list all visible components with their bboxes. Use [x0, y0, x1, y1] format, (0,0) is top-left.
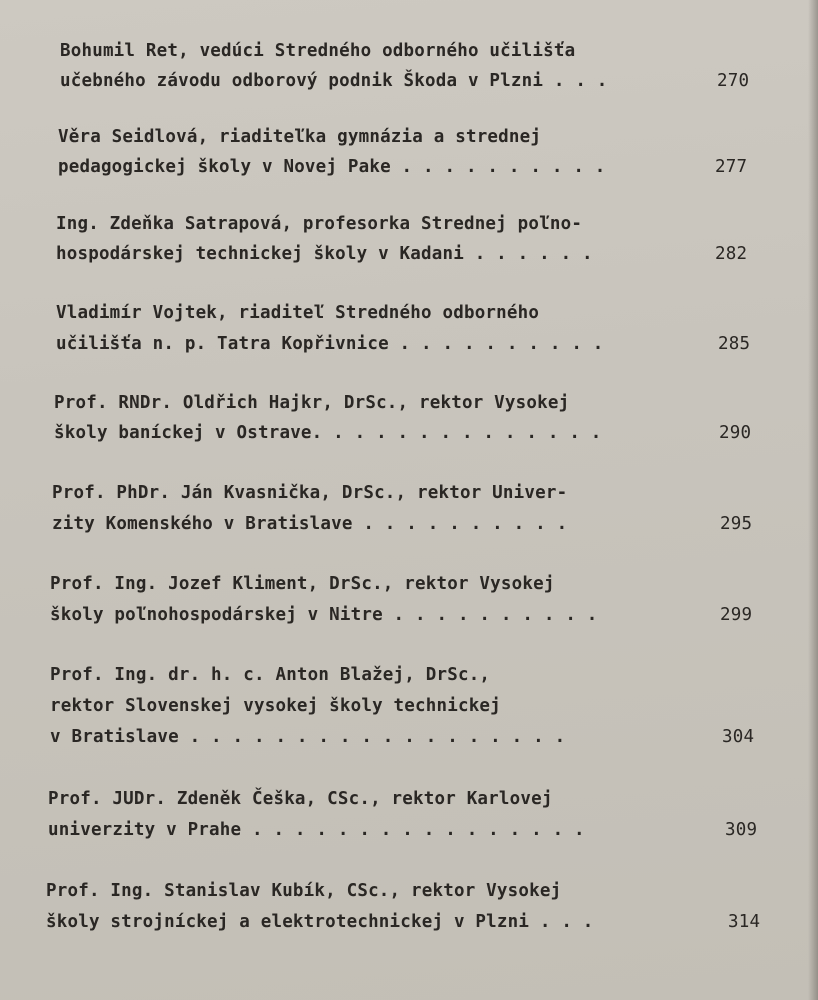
toc-entry-line: učebného závodu odborový podnik Škoda v Plzni . . .	[60, 71, 608, 91]
toc-entry-line: Bohumil Ret, vedúci Stredného odborného učilišťa	[60, 41, 576, 61]
toc-page-number: 282	[715, 244, 748, 264]
toc-entry-line: Ing. Zdeňka Satrapová, profesorka Strednej poľno-	[56, 214, 583, 234]
toc-page-number: 314	[728, 912, 761, 932]
toc-entry-line: školy strojníckej a elektrotechnickej v Plzni . . .	[46, 912, 594, 932]
toc-entry-line: v Bratislave . . . . . . . . . . . . . . . . . .	[50, 727, 566, 747]
toc-entry-line: Prof. PhDr. Ján Kvasnička, DrSc., rektor Univer-	[52, 483, 568, 503]
toc-entry-line: Prof. Ing. Stanislav Kubík, CSc., rektor Vysokej	[46, 881, 562, 901]
toc-page-number: 309	[725, 820, 758, 840]
toc-entry-line: Prof. Ing. dr. h. c. Anton Blažej, DrSc.,	[50, 665, 491, 685]
toc-entry-line: zity Komenského v Bratislave . . . . . . . . . .	[52, 514, 568, 534]
toc-entry-line: učilišťa n. p. Tatra Kopřivnice . . . . . . . . . .	[56, 334, 604, 354]
toc-page-number: 270	[717, 71, 750, 91]
page-edge-shadow	[808, 0, 818, 1000]
toc-page-number: 304	[722, 727, 755, 747]
toc-page-number: 277	[715, 157, 748, 177]
toc-entry-line: Vladimír Vojtek, riaditeľ Stredného odborného	[56, 303, 540, 323]
toc-page-number: 295	[720, 514, 753, 534]
toc-page-number: 285	[718, 334, 751, 354]
toc-entry-line: univerzity v Prahe . . . . . . . . . . . . . . . .	[48, 820, 585, 840]
toc-entry-line: hospodárskej technickej školy v Kadani . . . . . .	[56, 244, 593, 264]
toc-entry-line: Věra Seidlová, riaditeľka gymnázia a strednej	[58, 127, 542, 147]
toc-entry-line: pedagogickej školy v Novej Pake . . . . . . . . . .	[58, 157, 606, 177]
toc-page-number: 299	[720, 605, 753, 625]
toc-entry-line: Prof. RNDr. Oldřich Hajkr, DrSc., rektor Vysokej	[54, 393, 570, 413]
toc-entry-line: Prof. JUDr. Zdeněk Češka, CSc., rektor Karlovej	[48, 789, 553, 809]
toc-entry-line: rektor Slovenskej vysokej školy technickej	[50, 696, 501, 716]
toc-entry-line: školy baníckej v Ostrave. . . . . . . . . . . . . .	[54, 423, 602, 443]
toc-page-number: 290	[719, 423, 752, 443]
toc-entry-line: školy poľnohospodárskej v Nitre . . . . . . . . . .	[50, 605, 598, 625]
toc-entry-line: Prof. Ing. Jozef Kliment, DrSc., rektor Vysokej	[50, 574, 555, 594]
